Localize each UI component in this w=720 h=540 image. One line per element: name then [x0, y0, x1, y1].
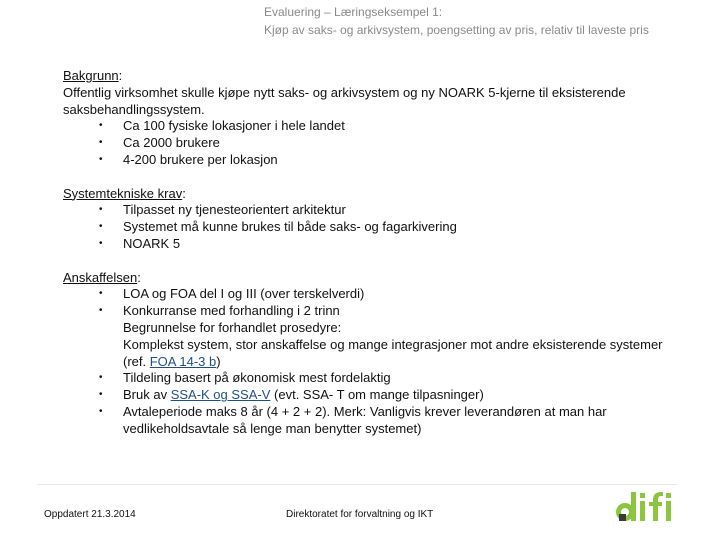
header-line-2: Kjøp av saks- og arkivsystem, poengsetting av pris, relativ til laveste pris: [264, 23, 649, 37]
heading-bakgrunn: Bakgrunn:: [63, 68, 123, 83]
slide-content: [63, 68, 663, 454]
list-item: • Tildeling basert på økonomisk mest fordelaktig: [99, 370, 391, 386]
section-bakgrunn: [63, 68, 663, 169]
footer-updated: Oppdatert 21.3.2014: [44, 509, 136, 520]
header-line-1: Evaluering – Læringseksempel 1:: [264, 5, 443, 19]
systemtekniske-list: [63, 202, 663, 252]
begrunnelse-label: Begrunnelse for forhandlet prosedyre:: [123, 319, 342, 335]
section-systemtekniske-krav: [63, 186, 663, 253]
heading-anskaffelsen: Anskaffelsen:: [63, 269, 141, 285]
list-item: • Bruk av SSA-K og SSA-V (evt. SSA- T om mange tilpasninger): [99, 387, 484, 403]
list-item: • Ca 100 fysiske lokasjoner i hele landet: [99, 118, 345, 134]
list-item: • Ca 2000 brukere: [99, 135, 220, 151]
begrunnelse-text: Komplekst system, stor anskaffelse og mange integrasjoner mot andre eksisterende systemer (ref. FOA 14-3 b): [123, 336, 663, 369]
anskaffelsen-list: [63, 286, 663, 320]
difi-logo: [614, 486, 686, 526]
list-item: • 4-200 brukere per lokasjon: [99, 151, 278, 167]
list-item: • LOA og FOA del I og III (over terskelverdi): [99, 286, 365, 302]
list-item: • Avtaleperiode maks 8 år (4 + 2 + 2). Merk: Vanligvis krever leverandøren at man har vedlikeholdsavtale så lenge man benytter systemet): [99, 403, 607, 436]
section-anskaffelsen: [63, 270, 663, 438]
list-item: • Systemet må kunne brukes til både saks- og fagarkivering: [99, 219, 457, 235]
bakgrunn-text: Offentlig virksomhet skulle kjøpe nytt saks- og arkivsystem og ny NOARK 5-kjerne til eksisterende saksbehandlingssystem.: [63, 84, 626, 117]
foa-14-3-b-link[interactable]: FOA 14-3 b: [149, 353, 217, 369]
list-item: • NOARK 5: [99, 235, 181, 251]
heading-systemtekniske-krav: Systemtekniske krav:: [63, 185, 186, 201]
ssa-k-ssa-v-link[interactable]: SSA-K og SSA-V: [170, 387, 271, 403]
footer-organization: Direktoratet for forvaltning og IKT: [286, 509, 434, 520]
list-item: • Tilpasset ny tjenesteorientert arkitektur: [99, 202, 346, 218]
footer-divider: [37, 484, 677, 485]
list-item: • Konkurranse med forhandling i 2 trinn: [99, 303, 340, 319]
bakgrunn-list: [63, 118, 663, 168]
anskaffelsen-list-2: [63, 370, 663, 437]
slide-header: [264, 3, 714, 39]
